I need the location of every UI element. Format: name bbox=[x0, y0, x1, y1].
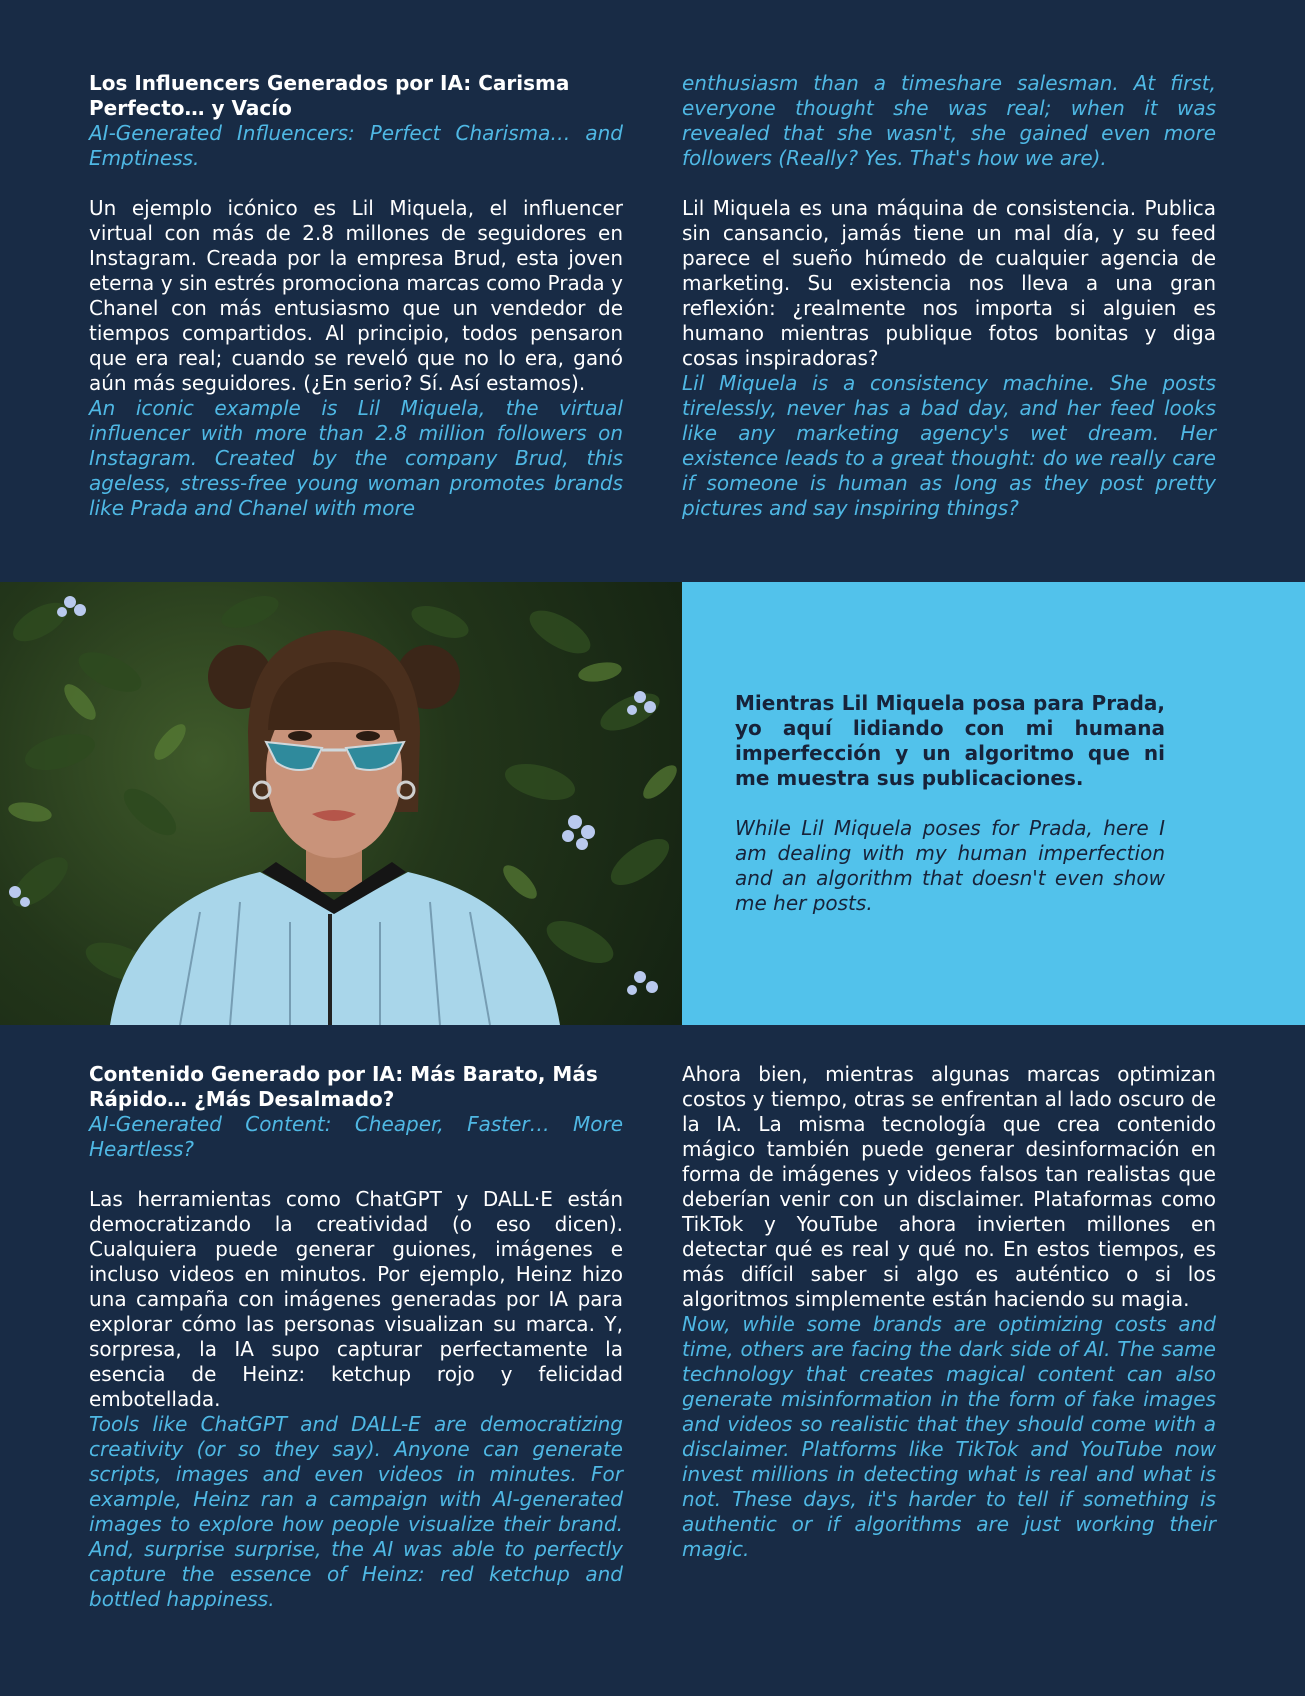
callout-content bbox=[735, 691, 1165, 916]
section2-paragraph1-es: Las herramientas como ChatGPT y DALL·E están democratizando la creatividad (o eso dicen). Cualquiera puede generar guiones, imágenes e incluso videos en minutos. Por ejemplo, Heinz hizo una campaña con imágenes generadas por IA para explorar cómo las personas visualizan su marca. Y, sorpresa, la IA supo capturar perfectamente la esencia de Heinz: ketchup rojo y felicidad embotellada. bbox=[89, 1187, 623, 1411]
section2-title-es: Contenido Generado por IA: Más Barato, Más Rápido… ¿Más Desalmado? bbox=[89, 1062, 598, 1111]
section1-paragraph1-en-part2: enthusiasm than a timeshare salesman. At first, everyone thought she was real; when it was revealed that she wasn't, she gained even more followers (Really? Yes. That's how we are). bbox=[682, 71, 1216, 170]
callout-text-en: While Lil Miquela poses for Prada, here I am dealing with my human imperfection and an algorithm that doesn't even show me her posts. bbox=[735, 816, 1165, 915]
section1-paragraph2-es: Lil Miquela es una máquina de consistencia. Publica sin cansancio, jamás tiene un mal día, y su feed parece el sueño húmedo de cualquier agencia de marketing. Su existencia nos lleva a una gran reflexión: ¿realmente nos importa si alguien es humano mientras publique fotos bonitas y diga cosas inspiradoras? bbox=[682, 196, 1216, 370]
section1-title-es: Los Influencers Generados por IA: Carisma Perfecto… y Vacío bbox=[89, 71, 570, 120]
callout-box bbox=[682, 582, 1305, 1025]
callout-text-es: Mientras Lil Miquela posa para Prada, yo aquí lidiando con mi humana imperfección y un algoritmo que ni me muestra sus publicaciones. bbox=[735, 691, 1165, 790]
section2-left-column bbox=[89, 1062, 623, 1612]
section2-paragraph2-es: Ahora bien, mientras algunas marcas optimizan costos y tiempo, otras se enfrentan al lado oscuro de la IA. La misma tecnología que crea contenido mágico también puede generar desinformación en forma de imágenes y videos falsos tan realistas que deberían venir con un disclaimer. Plataformas como TikTok y YouTube ahora invierten millones en detectar qué es real y qué no. En estos tiempos, es más difícil saber si algo es auténtico o si los algoritmos simplemente están haciendo su magia. bbox=[682, 1062, 1216, 1311]
section1-right-column bbox=[682, 71, 1216, 521]
section1-paragraph1-en-part1: An iconic example is Lil Miquela, the virtual influencer with more than 2.8 million followers on Instagram. Created by the company Brud, this ageless, stress-free young woman promotes brands like Prada and Chanel with more bbox=[89, 396, 623, 520]
section1-paragraph1-es: Un ejemplo icónico es Lil Miquela, el influencer virtual con más de 2.8 millones de seguidores en Instagram. Creada por la empresa Brud, esta joven eterna y sin estrés promociona marcas como Prada y Chanel con más entusiasmo que un vendedor de tiempos compartidos. Al principio, todos pensaron que era real; cuando se reveló que no lo era, ganó aún más seguidores. (¿En serio? Sí. Así estamos). bbox=[89, 196, 623, 395]
section2-right-column bbox=[682, 1062, 1216, 1562]
section2-paragraph1-en: Tools like ChatGPT and DALL-E are democratizing creativity (or so they say). Anyone can generate scripts, images and even videos in minutes. For example, Heinz ran a campaign with AI-generated images to explore how people visualize their brand. And, surprise surprise, the AI was able to perfectly capture the essence of Heinz: red ketchup and bottled happiness. bbox=[89, 1412, 623, 1611]
section2-paragraph2-en: Now, while some brands are optimizing costs and time, others are facing the dark side of AI. The same technology that creates magical content can also generate misinformation in the form of fake images and videos so realistic that they should come with a disclaimer. Platforms like TikTok and YouTube now invest millions in detecting what is real and what is not. These days, it's harder to tell if something is authentic or if algorithms are just working their magic. bbox=[682, 1312, 1216, 1561]
section1-paragraph2-en: Lil Miquela is a consistency machine. She posts tirelessly, never has a bad day, and her feed looks like any marketing agency's wet dream. Her existence leads to a great thought: do we really care if someone is human as long as they post pretty pictures and say inspiring things? bbox=[682, 371, 1216, 520]
lil-miquela-photo bbox=[0, 582, 682, 1025]
section1-left-column bbox=[89, 71, 623, 521]
section1-title-en: AI-Generated Influencers: Perfect Charisma… and Emptiness. bbox=[89, 121, 623, 170]
section2-title-en: AI-Generated Content: Cheaper, Faster… More Heartless? bbox=[89, 1112, 623, 1161]
